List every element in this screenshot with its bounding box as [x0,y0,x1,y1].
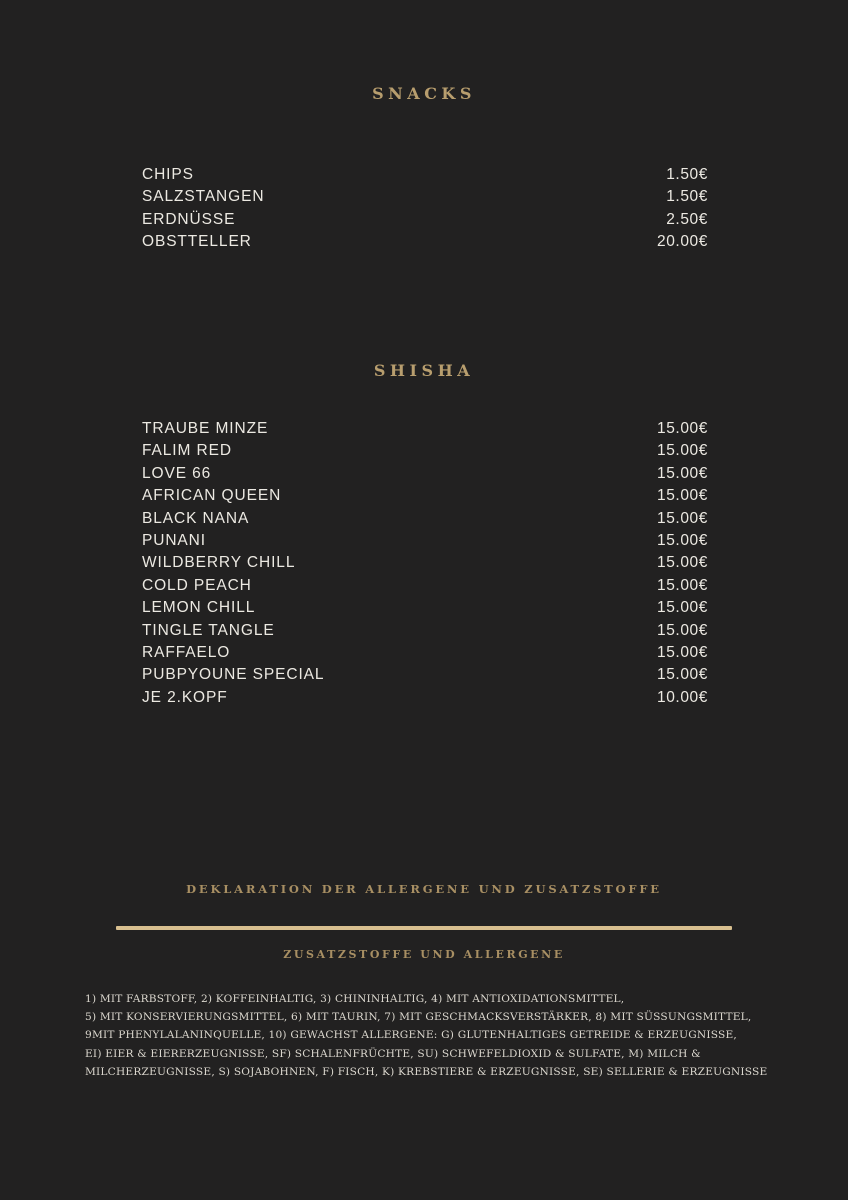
item-price: 15.00€ [656,509,708,527]
item-price: 15.00€ [656,643,708,661]
item-price: 20.00€ [656,233,708,251]
item-name: RAFFAELO [142,643,231,661]
item-price: 15.00€ [656,621,708,639]
menu-item [142,622,708,644]
menu-item [142,510,708,532]
allergen-text: 1) MIT FARBSTOFF, 2) KOFFEINHALTIG, 3) CHININHALTIG, 4) MIT ANTIOXIDATIONSMITTEL, 5) MIT KONSERVIERUNGSMITTEL, 6) MIT TAURIN, 7) MIT GESCHMACKSVERSTÄRKER, 8) MIT SÜSSUNGSMITTEL, 9MIT PHENYLALANINQUELLE, 10) GEWACHST ALLERGENE: G) GLUTENHALTIGES GETREIDE & ERZEUGNISSE, EI) EIER & EIERERZEUGNISSE, SF) SCHALENFRÜCHTE, SU) SCHWEFELDIOXID & SULFATE, M) MILCH & MILCHERZEUGNISSE, S) SOJABOHNEN, F) FISCH, K) KREBSTIERE & ERZEUGNISSE, SE) SELLERIE & ERZEUGNISSE [85,993,768,1078]
item-name: WILDBERRY CHILL [142,554,296,572]
snacks-list [142,166,708,256]
menu-item [142,599,708,621]
menu-item [142,666,708,688]
item-price: 15.00€ [656,487,708,505]
menu-item [142,465,708,487]
menu-item [142,689,708,711]
item-price: 15.00€ [656,442,708,460]
menu-item [142,577,708,599]
menu-item [142,532,708,554]
item-name: ERDNÜSSE [142,210,236,228]
gold-divider [116,926,732,930]
shisha-title: SHISHA [373,361,475,380]
menu-item [142,644,708,666]
item-price: 10.00€ [656,688,708,706]
item-price: 15.00€ [656,531,708,549]
item-name: FALIM RED [142,442,232,460]
allergen-declaration-title: DEKLARATION DER ALLERGENE UND ZUSATZSTOFFE [186,882,662,896]
item-name: COLD PEACH [142,576,252,594]
menu-item [142,420,708,442]
item-name: SALZSTANGEN [142,188,265,206]
item-name: TRAUBE MINZE [142,420,269,437]
item-name: LEMON CHILL [142,599,256,617]
item-price: 15.00€ [656,666,708,684]
item-name: PUNANI [142,531,206,549]
menu-item [142,211,708,233]
menu-item [142,188,708,210]
item-price: 15.00€ [656,420,708,437]
menu-item [142,554,708,576]
item-price: 2.50€ [666,210,708,228]
item-name: BLACK NANA [142,509,250,527]
item-price: 15.00€ [656,554,708,572]
item-name: AFRICAN QUEEN [142,487,282,505]
item-name: OBSTTELLER [142,233,252,251]
snacks-title: SNACKS [372,84,476,103]
item-name: PUBPYOUNE SPECIAL [142,666,325,684]
item-price: 15.00€ [656,599,708,617]
menu-item [142,233,708,255]
item-price: 1.50€ [666,188,708,206]
menu-item [142,487,708,509]
menu-item [142,166,708,188]
allergen-subtitle: ZUSATZSTOFFE UND ALLERGENE [283,948,565,961]
menu-item [142,442,708,464]
item-price: 15.00€ [656,464,708,482]
item-name: JE 2.KOPF [142,688,228,706]
item-name: CHIPS [142,166,194,183]
item-name: TINGLE TANGLE [142,621,275,639]
item-name: LOVE 66 [142,464,212,482]
item-price: 1.50€ [666,166,708,183]
shisha-list [142,420,708,711]
item-price: 15.00€ [656,576,708,594]
